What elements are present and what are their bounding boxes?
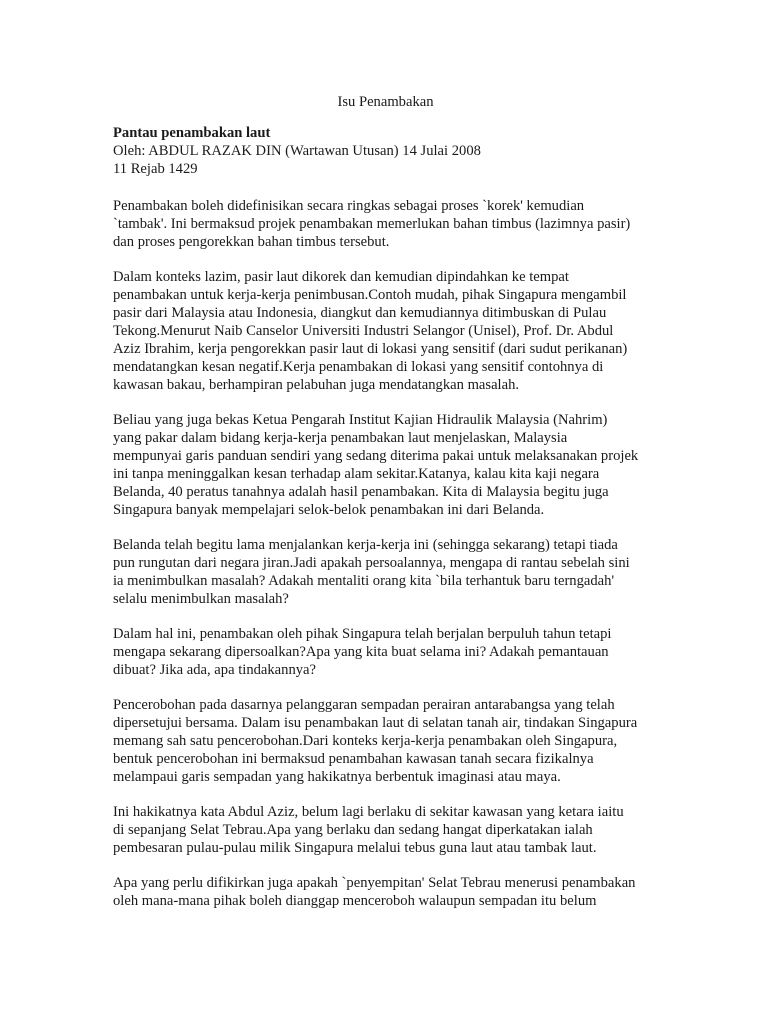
paragraph-line: di sepanjang Selat Tebrau.Apa yang berlaku dan sedang hangat diperkatakan ialah [113, 822, 593, 838]
paragraph-line: memang sah satu pencerobohan.Dari konteks kerja-kerja penambakan oleh Singapura, [113, 733, 618, 749]
paragraph-line: Tekong.Menurut Naib Canselor Universiti Industri Selangor (Unisel), Prof. Dr. Abdul [113, 323, 614, 339]
document-title: Isu Penambakan [337, 94, 434, 110]
paragraph-line: `tambak'. Ini bermaksud projek penambakan memerlukan bahan timbus (lazimnya pasir) [113, 216, 631, 232]
paragraph [113, 197, 673, 251]
paragraph-line: ini tanpa meninggalkan kesan terhadap alam sekitar.Katanya, kalau kita kaji negara [113, 466, 600, 482]
paragraph-line: dibuat? Jika ada, apa tindakannya? [113, 662, 317, 678]
paragraph-line: pembesaran pulau-pulau milik Singapura melalui tebus guna laut atau tambak laut. [113, 840, 597, 856]
paragraph-line: mendatangkan kesan negatif.Kerja penambakan di lokasi yang sensitif contohnya di [113, 359, 604, 375]
paragraph-line: kawasan bakau, berhampiran pelabuhan juga mendatangkan masalah. [113, 377, 520, 393]
paragraph-line: bentuk pencerobohan ini bermaksud penambahan kawasan tanah secara fizikalnya [113, 751, 594, 767]
article-headline: Pantau penambakan laut [113, 125, 271, 141]
paragraph-line: Belanda telah begitu lama menjalankan kerja-kerja ini (sehingga sekarang) tetapi tiada [113, 537, 618, 553]
paragraph-line: dipersetujui bersama. Dalam isu penambakan laut di selatan tanah air, tindakan Singapura [113, 715, 638, 731]
paragraph-line: mempunyai garis panduan sendiri yang sedang diterima pakai untuk melaksanakan projek [113, 448, 639, 464]
article-byline: Oleh: ABDUL RAZAK DIN (Wartawan Utusan) 14 Julai 2008 [113, 143, 481, 159]
paragraph-line: Aziz Ibrahim, kerja pengorekkan pasir laut di lokasi yang sensitif (dari sudut perikanan) [113, 341, 628, 357]
paragraph-line: ia menimbulkan masalah? Adakah mentaliti orang kita `bila terhantuk baru terngadah' [113, 573, 615, 589]
article-body [113, 197, 708, 910]
paragraph-line: yang pakar dalam bidang kerja-kerja penambakan laut menjelaskan, Malaysia [113, 430, 568, 446]
paragraph-line: Belanda, 40 peratus tanahnya adalah hasil penambakan. Kita di Malaysia begitu juga [113, 484, 609, 500]
paragraph [113, 268, 673, 394]
paragraph-line: Dalam konteks lazim, pasir laut dikorek dan kemudian dipindahkan ke tempat [113, 269, 569, 285]
paragraph-line: Singapura banyak mempelajari selok-belok penambakan ini dari Belanda. [113, 502, 545, 518]
paragraph [113, 411, 673, 519]
paragraph-line: Beliau yang juga bekas Ketua Pengarah Institut Kajian Hidraulik Malaysia (Nahrim) [113, 412, 608, 428]
paragraph-line: oleh mana-mana pihak boleh dianggap menceroboh walaupun sempadan itu belum [113, 893, 597, 909]
paragraph-line: pun rungutan dari negara jiran.Jadi apakah persoalannya, mengapa di rantau sebelah sini [113, 555, 630, 571]
paragraph [113, 696, 673, 786]
paragraph-line: pasir dari Malaysia atau Indonesia, diangkut dan kemudiannya ditimbuskan di Pulau [113, 305, 607, 321]
paragraph-line: mengapa sekarang dipersoalkan?Apa yang kita buat selama ini? Adakah pemantauan [113, 644, 609, 660]
paragraph-line: Ini hakikatnya kata Abdul Aziz, belum lagi berlaku di sekitar kawasan yang ketara iaitu [113, 804, 624, 820]
paragraph-line: Penambakan boleh didefinisikan secara ringkas sebagai proses `korek' kemudian [113, 198, 585, 214]
article-date: 11 Rejab 1429 [113, 161, 198, 177]
paragraph [113, 625, 673, 679]
paragraph-line: Apa yang perlu difikirkan juga apakah `penyempitan' Selat Tebrau menerusi penambakan [113, 875, 636, 891]
paragraph-line: melampaui garis sempadan yang hakikatnya berbentuk imaginasi atau maya. [113, 769, 561, 785]
paragraph [113, 536, 673, 608]
paragraph-line: dan proses pengorekkan bahan timbus tersebut. [113, 234, 390, 250]
paragraph [113, 803, 673, 857]
paragraph-line: Pencerobohan pada dasarnya pelanggaran sempadan perairan antarabangsa yang telah [113, 697, 615, 713]
paragraph-line: selalu menimbulkan masalah? [113, 591, 289, 607]
paragraph-line: penambakan untuk kerja-kerja penimbusan.Contoh mudah, pihak Singapura mengambil [113, 287, 627, 303]
paragraph-line: Dalam hal ini, penambakan oleh pihak Singapura telah berjalan berpuluh tahun tetapi [113, 626, 612, 642]
paragraph [113, 874, 673, 910]
